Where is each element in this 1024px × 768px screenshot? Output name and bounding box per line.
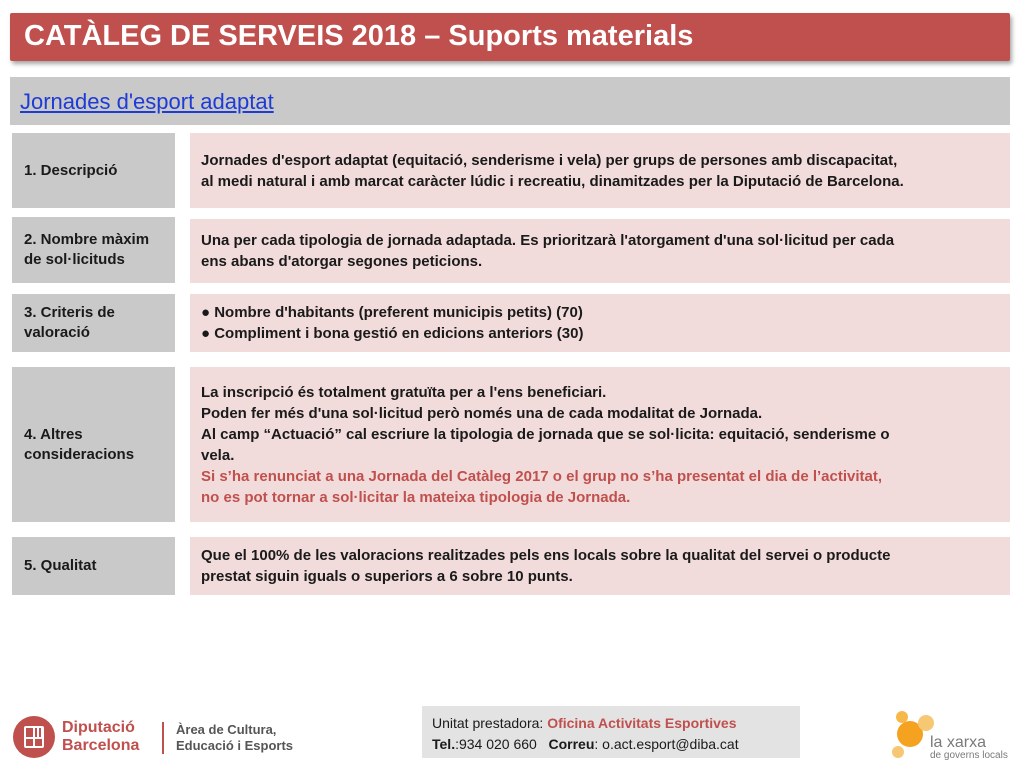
content-line: Que el 100% de les valoracions realitzades pels ens locals sobre la qualitat del servei o producte [201,547,891,564]
page-title: CATÀLEG DE SERVEIS 2018 – Suports materials [24,20,694,52]
xarxa-logo-text: la xarxa [930,734,987,751]
content-line: al medi natural i amb marcat caràcter lúdic i recreatiu, dinamitzades per la Diputació de Barcelona. [201,172,904,190]
criteria-item: ● Nombre d'habitants (preferent municipis petits) (70) [201,304,583,321]
warning-line: no es pot tornar a sol·licitar la mateixa tipologia de Jornada. [201,488,631,506]
content-line: vela. [201,446,235,464]
section-content-qualitat [190,537,1010,595]
mail-label: Correu [548,736,595,752]
content-line: Una per cada tipologia de jornada adaptada. Es prioritzarà l'atorgament d'una sol·licitud per cada [201,232,895,249]
tel-label: Tel. [432,736,456,752]
section-label-text: 5. Qualitat [24,557,97,574]
diputacio-logo-text: Diputació Barcelona [62,719,140,754]
section-label-nombre-maxim [12,217,175,283]
warning-line: Si s’ha renunciat a una Jornada del Catàleg 2017 o el grup no s’ha presentat el dia de l’activitat, [201,467,883,485]
section-label-criteris [12,294,175,352]
section-label-text: 3. Criteris de valoració [24,304,115,341]
subtitle-link[interactable]: Jornades d'esport adaptat [20,89,274,114]
section-label-qualitat [12,537,175,595]
section-label-altres [12,367,175,522]
content-line: Al camp “Actuació” cal escriure la tipologia de jornada que se sol·licita: equitació, senderisme o [201,425,890,443]
unit-value: Oficina Activitats Esportives [547,715,737,731]
title-banner [10,13,1010,61]
contact-row [432,734,790,755]
section-label-text: 4. Altres consideracions [24,425,135,463]
section-content-descripcio [190,133,1010,208]
section-content-altres [190,367,1010,522]
contact-box [422,706,800,758]
content-line: La inscripció és totalment gratuïta per a l'ens beneficiari. [201,383,607,401]
criteria-item: ● Compliment i bona gestió en edicions anteriors (30) [201,325,584,342]
subtitle-banner [10,77,1010,125]
section-content-nombre-maxim [190,219,1010,283]
xarxa-logo-subtext: de governs locals [930,750,1008,761]
content-line: ens abans d'atorgar segones peticions. [201,253,483,270]
section-label-text: 1. Descripció [24,161,118,179]
logo-divider [162,722,164,754]
tel-value: :934 020 660 [455,736,537,752]
section-content-criteris [190,294,1010,352]
diputacio-shield-icon [12,714,56,760]
content-line: prestat siguin iguals o superiors a 6 sobre 10 punts. [201,568,573,585]
unit-row [432,713,790,734]
mail-value[interactable]: : o.act.esport@diba.cat [594,736,739,752]
section-label-text: 2. Nombre màxim de sol·licituds [24,231,150,268]
content-line: Jornades d'esport adaptat (equitació, senderisme i vela) per grups de persones amb discapacitat, [201,151,898,169]
unit-label: Unitat prestadora: [432,715,544,731]
area-logo-text: Àrea de Cultura, Educació i Esports [176,722,294,753]
content-line: Poden fer més d'una sol·licitud però només una de cada modalitat de Jornada. [201,404,763,422]
section-label-descripcio [12,133,175,208]
